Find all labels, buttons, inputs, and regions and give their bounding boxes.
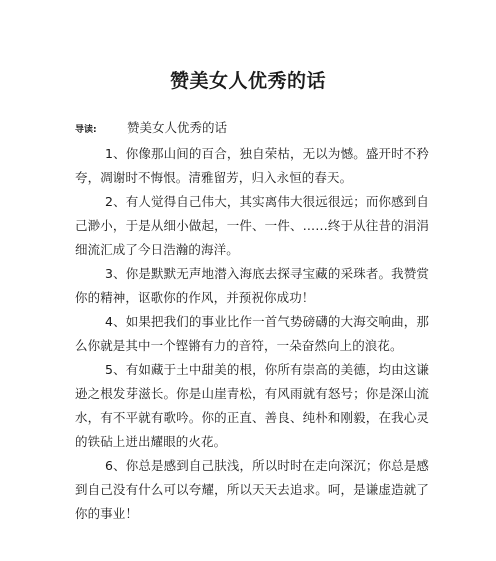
- paragraph-6: 6、你总是感到自己肤浅，所以时时在走向深沉；你总是感到自己没有什么可以夸耀，所以天天去追求。呵，是谦虚造就了你的事业！: [75, 458, 429, 521]
- intro-line: [75, 118, 455, 136]
- intro-label: 导读:: [75, 125, 97, 135]
- paragraph-4: 4、如果把我们的事业比作一首气势磅礴的大海交响曲，那么你就是其中一个铿锵有力的音符，一朵奋然向上的浪花。: [75, 314, 429, 353]
- paragraph-2: 2、有人觉得自己伟大，其实离伟大很远很远；而你感到自己渺小，于是从细小做起，一件、一件、……终于从往昔的涓涓细流汇成了今日浩瀚的海洋。: [75, 194, 429, 257]
- document-body: [75, 142, 429, 526]
- paragraph-5: 5、有如藏于土中甜美的根，你所有崇高的美德，均由这谦逊之根发芽滋长。你是山崖青松，有风雨就有怒号；你是深山流水，有不平就有歌吟。你的正直、善良、纯朴和刚毅，在我心灵的铁砧上迸出耀眼的火花。: [75, 362, 429, 449]
- paragraph-1: 1、你像那山间的百合，独自荣枯，无以为憾。盛开时不矜夸，凋谢时不悔恨。清雅留芳，归入永恒的春天。: [75, 146, 429, 185]
- paragraph-3: 3、你是默默无声地潜入海底去探寻宝藏的采珠者。我赞赏你的精神，讴歌你的作风，并预祝你成功！: [75, 266, 429, 305]
- intro-text: 赞美女人优秀的话: [127, 120, 228, 135]
- document-title: 赞美女人优秀的话: [169, 70, 326, 92]
